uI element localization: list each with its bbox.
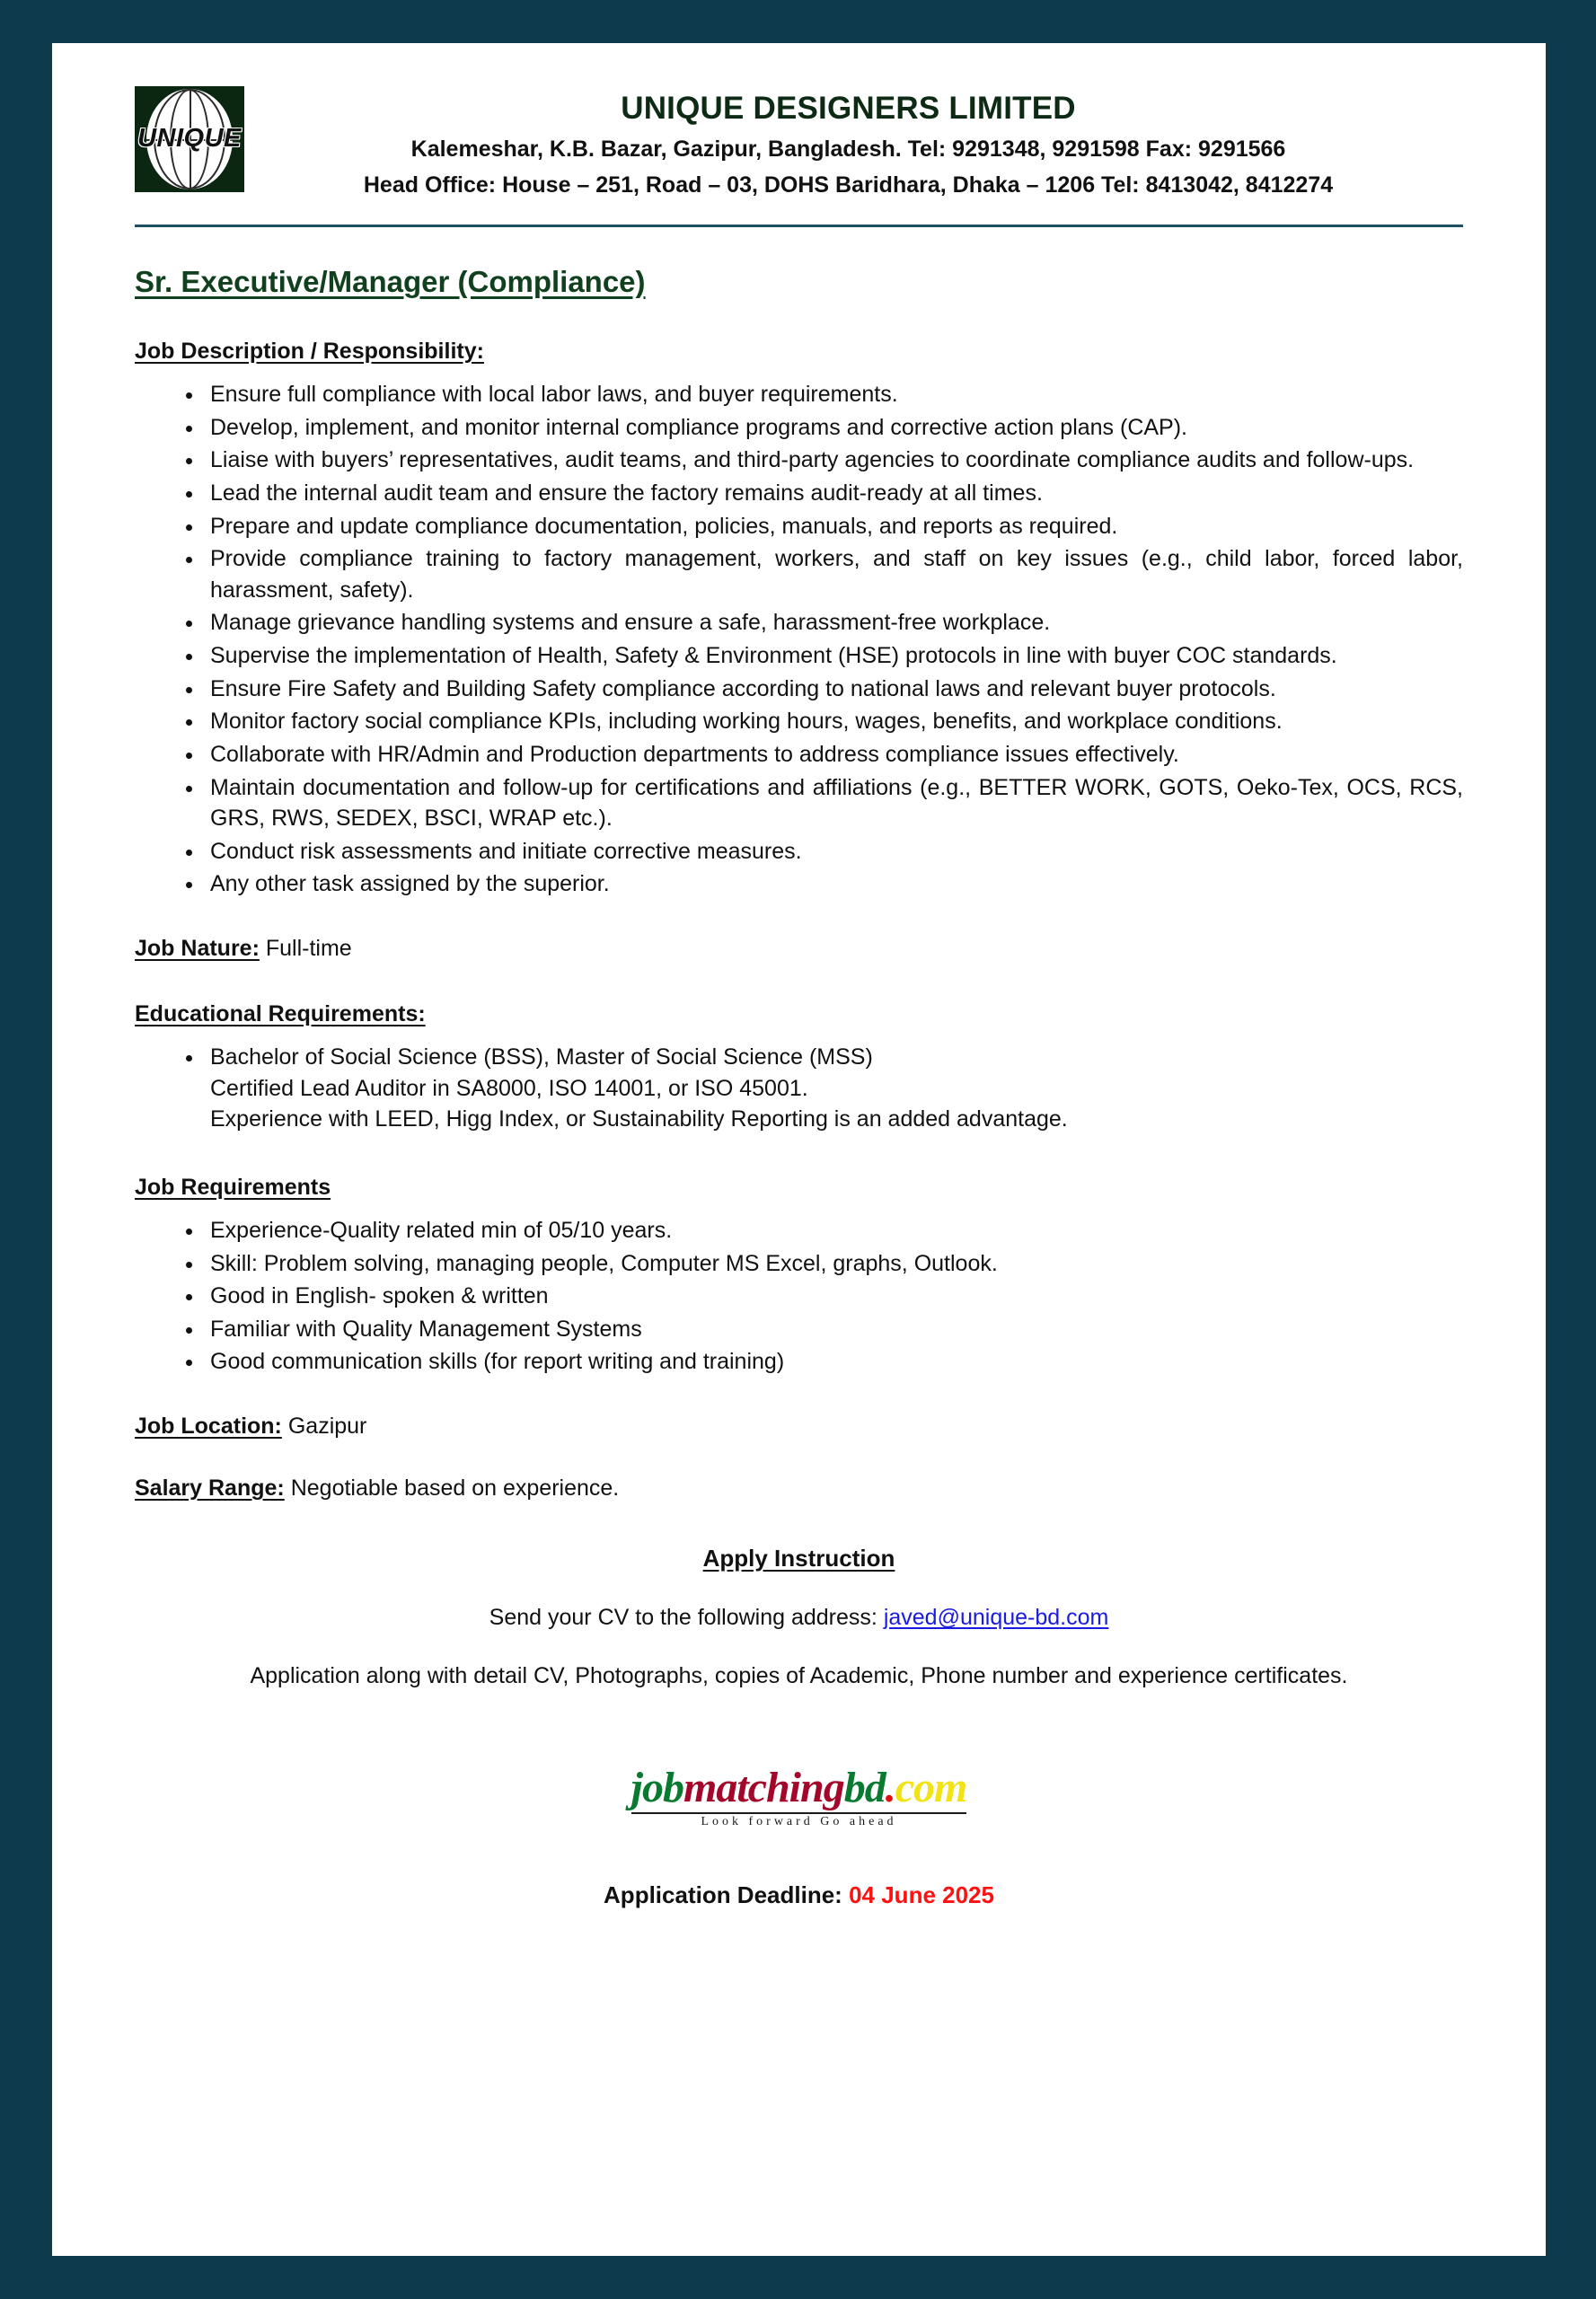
company-name: UNIQUE DESIGNERS LIMITED: [621, 91, 1076, 126]
list-item: • Manage grievance handling systems and ensure a safe, harassment-free workplace.: [205, 607, 1463, 639]
list-item: • Collaborate with HR/Admin and Production departments to address compliance issues effectively.: [205, 739, 1463, 771]
header-divider: [135, 225, 1463, 227]
company-address-line-2: Head Office: House – 251, Road – 03, DOHS Baridhara, Dhaka – 1206 Tel: 8413042, 8412274: [363, 172, 1334, 198]
site-logo-part-bd: bd: [843, 1764, 886, 1811]
page-title: Sr. Executive/Manager (Compliance): [135, 265, 646, 298]
deadline-date: 04 June 2025: [849, 1881, 994, 1908]
list-item: • Liaise with buyers’ representatives, audit teams, and third-party agencies to coordinate compliance audits and follow-ups.: [205, 445, 1463, 476]
apply-email-link[interactable]: javed@unique-bd.com: [883, 1605, 1109, 1630]
list-item: • Monitor factory social compliance KPIs, including working hours, wages, benefits, and workplace conditions.: [205, 706, 1463, 737]
company-address-line-1: Kalemeshar, K.B. Bazar, Gazipur, Bangladesh. Tel: 9291348, 9291598 Fax: 9291566: [410, 136, 1286, 162]
list-item: • Ensure Fire Safety and Building Safety compliance according to national laws and relevant buyer protocols.: [205, 674, 1463, 705]
list-item: • Prepare and update compliance documentation, policies, manuals, and reports as required.: [205, 511, 1463, 542]
list-item: • Maintain documentation and follow-up for certifications and affiliations (e.g., BETTER WORK, GOTS, Oeko-Tex, OCS, RCS, GRS, RWS, SEDEX, BSCI, WRAP etc.).: [205, 772, 1463, 834]
apply-address-line: [135, 1605, 1463, 1631]
list-item: • Conduct risk assessments and initiate corrective measures.: [205, 836, 1463, 868]
list-item: • Ensure full compliance with local labor laws, and buyer requirements.: [205, 379, 1463, 410]
education-list: [135, 1042, 1463, 1135]
list-item: • Good in English- spoken & written: [205, 1281, 1463, 1312]
footer: [135, 1766, 1463, 1909]
company-logo-block: [135, 81, 250, 192]
salary-range-label: Salary Range:: [135, 1475, 285, 1501]
list-item: • Any other task assigned by the superior.: [205, 868, 1463, 900]
salary-range-line: [135, 1475, 1463, 1502]
education-line-3: Experience with LEED, Higg Index, or Sustainability Reporting is an added advantage.: [210, 1106, 1068, 1132]
requirements-list: [135, 1215, 1463, 1378]
list-item: • Familiar with Quality Management Systems: [205, 1314, 1463, 1345]
jobmatchingbd-logo: [631, 1766, 967, 1828]
education-line-2: Certified Lead Auditor in SA8000, ISO 14001, or ISO 45001.: [210, 1075, 808, 1101]
salary-range-value: Negotiable based on experience.: [290, 1475, 620, 1501]
list-item: • Experience-Quality related min of 05/10 years.: [205, 1215, 1463, 1246]
site-logo-part-com: com: [895, 1764, 967, 1811]
list-item: • Good communication skills (for report writing and training): [205, 1346, 1463, 1378]
job-location-label: Job Location:: [135, 1414, 282, 1439]
list-item: • Provide compliance training to factory management, workers, and staff on key issues (e.g., child labor, forced labor, harassment, safety).: [205, 543, 1463, 605]
job-location-value: Gazipur: [287, 1414, 367, 1439]
site-logo-part-dot: .: [885, 1764, 895, 1811]
apply-note: Application along with detail CV, Photographs, copies of Academic, Phone number and experience certificates.: [250, 1663, 1348, 1688]
job-location-line: [135, 1414, 1463, 1440]
responsibilities-list: [135, 379, 1463, 900]
site-logo-tagline: Look forward Go ahead: [631, 1812, 967, 1828]
letterhead-text: [250, 81, 1463, 201]
document-page: [52, 43, 1546, 2256]
application-deadline: [135, 1881, 1463, 1909]
job-nature-line: [135, 936, 1463, 962]
section-heading-job-description: Job Description / Responsibility:: [135, 339, 484, 364]
list-item: • Develop, implement, and monitor internal compliance programs and corrective action plans (CAP).: [205, 412, 1463, 444]
apply-send-prefix: Send your CV to the following address:: [489, 1605, 877, 1630]
section-heading-educational-requirements: Educational Requirements:: [135, 1001, 426, 1026]
globe-logo-icon: [135, 86, 244, 192]
education-line-1: • Bachelor of Social Science (BSS), Master of Social Science (MSS): [210, 1044, 873, 1070]
section-heading-job-requirements: Job Requirements: [135, 1174, 331, 1200]
list-item: • Supervise the implementation of Health, Safety & Environment (HSE) protocols in line with buyer COC standards.: [205, 640, 1463, 672]
logo-wordmark: UNIQUE: [137, 123, 242, 153]
list-item: • Skill: Problem solving, managing people, Computer MS Excel, graphs, Outlook.: [205, 1248, 1463, 1280]
site-logo-wordmark: [631, 1766, 967, 1810]
deadline-label: Application Deadline:: [604, 1881, 842, 1908]
job-nature-value: Full-time: [265, 936, 352, 961]
list-item: • Lead the internal audit team and ensure the factory remains audit-ready at all times.: [205, 478, 1463, 509]
site-logo-part-matching: matching: [683, 1764, 844, 1811]
site-logo-part-job: job: [630, 1764, 683, 1811]
section-heading-apply-instruction: Apply Instruction: [702, 1545, 895, 1572]
list-item: [205, 1042, 1463, 1135]
job-nature-label: Job Nature:: [135, 936, 260, 961]
letterhead: [135, 68, 1463, 201]
page-content: [52, 43, 1546, 2256]
